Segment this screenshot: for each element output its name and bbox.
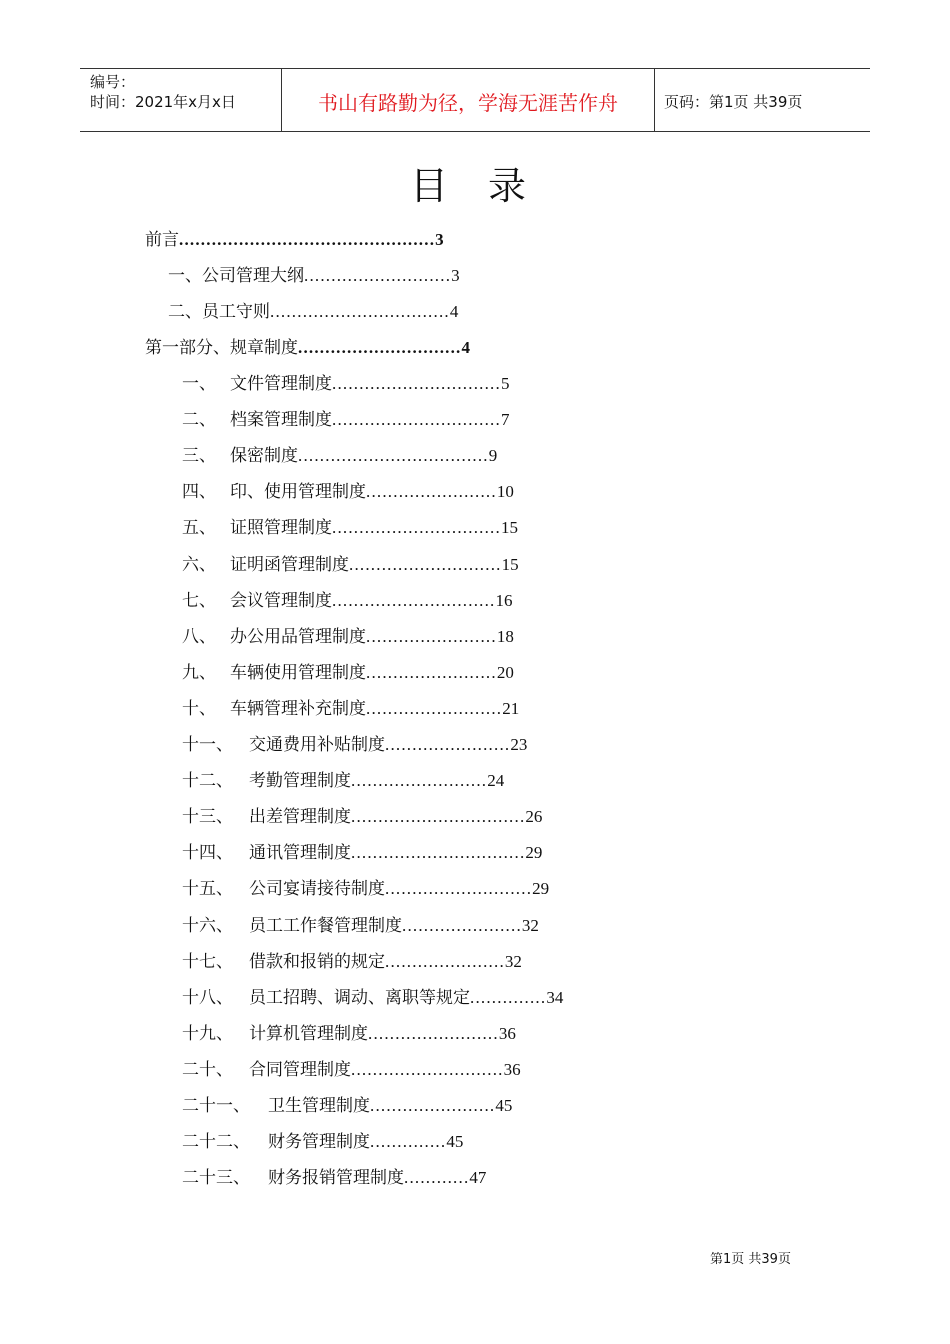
toc-entry-number: 四、 <box>182 482 216 502</box>
toc-entry-number: 三、 <box>182 446 216 466</box>
toc-entry[interactable] <box>145 229 444 251</box>
toc-entry-number: 十七、 <box>182 952 233 972</box>
toc-entry-label: 印、使用管理制度 <box>230 482 366 502</box>
toc-leader-dots: ............................... <box>332 410 501 429</box>
toc-page-number: 36 <box>503 1060 521 1079</box>
toc-entry[interactable] <box>182 734 527 756</box>
page-title: 目 录 <box>409 164 541 208</box>
toc-entry-label: 证照管理制度 <box>230 518 332 538</box>
toc-page-number: 5 <box>500 374 510 393</box>
toc-page-number: 36 <box>498 1024 516 1043</box>
toc-page-number: 10 <box>496 482 514 501</box>
toc-entry[interactable] <box>182 698 519 720</box>
toc-entry-number: 十一、 <box>182 735 233 755</box>
toc-entry[interactable] <box>182 987 563 1009</box>
toc-entry[interactable] <box>182 662 514 684</box>
toc-entry-label: 计算机管理制度 <box>249 1024 368 1044</box>
toc-leader-dots: ............................ <box>351 1060 504 1079</box>
toc-entry-label: 档案管理制度 <box>230 410 332 430</box>
toc-entry[interactable] <box>182 915 539 937</box>
toc-page-number: 47 <box>469 1168 487 1187</box>
toc-entry-number: 一、 <box>168 266 202 286</box>
toc-entry-label: 第一部分、规章制度 <box>145 338 298 358</box>
toc-page-number: 3 <box>451 266 460 285</box>
toc-page-number: 29 <box>532 879 550 898</box>
toc-entry[interactable] <box>182 951 522 973</box>
toc-leader-dots: ................................. <box>270 302 450 321</box>
document-number-label: 编号： <box>90 73 136 91</box>
toc-leader-dots: ........................... <box>385 879 533 898</box>
toc-entry-label: 财务报销管理制度 <box>268 1168 404 1188</box>
toc-entry[interactable] <box>182 554 519 576</box>
toc-entry-label: 员工工作餐管理制度 <box>249 916 402 936</box>
toc-entry-label: 考勤管理制度 <box>249 771 351 791</box>
toc-entry[interactable] <box>168 301 458 323</box>
toc-leader-dots: ........................ <box>366 627 497 646</box>
toc-page-number: 26 <box>525 807 543 826</box>
toc-leader-dots: ................................ <box>351 843 526 862</box>
toc-entry-label: 借款和报销的规定 <box>249 952 385 972</box>
toc-leader-dots: ................................... <box>298 446 489 465</box>
toc-page-number: 32 <box>504 952 522 971</box>
toc-page-number: 4 <box>461 338 470 357</box>
toc-page-number: 18 <box>496 627 514 646</box>
toc-entry[interactable] <box>168 265 460 287</box>
toc-page-number: 45 <box>446 1132 464 1151</box>
toc-page-number: 29 <box>525 843 543 862</box>
toc-page-number: 3 <box>435 230 444 249</box>
toc-leader-dots: ............................................... <box>179 230 436 249</box>
toc-entry[interactable] <box>182 1059 521 1081</box>
toc-leader-dots: ........................ <box>366 663 497 682</box>
toc-entry[interactable] <box>182 806 542 828</box>
page-footer: 第1页 共39页 <box>710 1252 791 1267</box>
toc-page-number: 15 <box>501 555 519 574</box>
toc-page-number: 4 <box>449 302 459 321</box>
toc-entry[interactable] <box>182 1131 463 1153</box>
toc-entry-label: 车辆使用管理制度 <box>230 663 366 683</box>
toc-entry-number: 六、 <box>182 555 216 575</box>
toc-leader-dots: ........................ <box>368 1024 499 1043</box>
toc-entry-label: 财务管理制度 <box>268 1132 370 1152</box>
toc-entry-label: 出差管理制度 <box>249 807 351 827</box>
toc-entry-label: 交通费用补贴制度 <box>249 735 385 755</box>
toc-entry-number: 二十三、 <box>182 1168 250 1188</box>
toc-page-number: 15 <box>500 518 518 537</box>
toc-leader-dots: ............................ <box>349 555 502 574</box>
toc-entry-label: 会议管理制度 <box>230 591 332 611</box>
toc-entry[interactable] <box>182 445 497 467</box>
toc-entry-number: 十九、 <box>182 1024 233 1044</box>
toc-leader-dots: ....................... <box>385 735 511 754</box>
toc-entry-number: 十八、 <box>182 988 233 1008</box>
toc-page-number: 21 <box>502 699 520 718</box>
toc-page-number: 23 <box>510 735 528 754</box>
toc-entry-number: 五、 <box>182 518 216 538</box>
toc-entry[interactable] <box>145 337 470 359</box>
toc-entry[interactable] <box>182 1095 512 1117</box>
toc-page-number: 32 <box>521 916 539 935</box>
toc-leader-dots: ......................... <box>351 771 488 790</box>
toc-leader-dots: ....................... <box>370 1096 496 1115</box>
toc-leader-dots: ........................ <box>366 482 497 501</box>
toc-entry-label: 公司宴请接待制度 <box>249 879 385 899</box>
toc-entry-label: 员工守则 <box>202 302 270 322</box>
toc-entry-number: 二十一、 <box>182 1096 250 1116</box>
toc-entry-number: 七、 <box>182 591 216 611</box>
toc-entry-number: 一、 <box>182 374 216 394</box>
document-time-label: 时间：2021年x月x日 <box>90 93 236 111</box>
toc-entry[interactable] <box>182 842 542 864</box>
toc-leader-dots: .............................. <box>332 591 496 610</box>
toc-leader-dots: .............. <box>370 1132 447 1151</box>
toc-entry-label: 合同管理制度 <box>249 1060 351 1080</box>
toc-entry[interactable] <box>182 770 504 792</box>
toc-page-number: 20 <box>496 663 514 682</box>
toc-leader-dots: .............. <box>470 988 547 1007</box>
toc-entry[interactable] <box>182 517 518 539</box>
toc-entry-label: 前言 <box>145 230 179 250</box>
toc-entry-number: 二、 <box>182 410 216 430</box>
toc-entry-number: 十二、 <box>182 771 233 791</box>
toc-entry-number: 十四、 <box>182 843 233 863</box>
toc-leader-dots: ...................... <box>402 916 522 935</box>
toc-leader-dots: ............................... <box>332 518 501 537</box>
toc-leader-dots: ............ <box>404 1168 470 1187</box>
toc-leader-dots: .............................. <box>298 338 462 357</box>
toc-entry[interactable] <box>182 590 513 612</box>
toc-leader-dots: ......................... <box>366 699 503 718</box>
toc-entry[interactable] <box>182 1023 516 1045</box>
toc-leader-dots: ........................... <box>304 266 452 285</box>
toc-entry-label: 车辆管理补充制度 <box>230 699 366 719</box>
toc-entry-label: 员工招聘、调动、离职等规定 <box>249 988 470 1008</box>
toc-entry-label: 文件管理制度 <box>230 374 332 394</box>
toc-entry-label: 公司管理大纲 <box>202 266 304 286</box>
toc-entry[interactable] <box>182 1167 486 1189</box>
toc-entry[interactable] <box>182 373 509 395</box>
toc-entry[interactable] <box>182 626 514 648</box>
toc-entry-number: 二十二、 <box>182 1132 250 1152</box>
toc-entry-number: 二十、 <box>182 1060 233 1080</box>
toc-entry[interactable] <box>182 409 509 431</box>
toc-entry-number: 九、 <box>182 663 216 683</box>
toc-entry-label: 通讯管理制度 <box>249 843 351 863</box>
toc-entry[interactable] <box>182 481 514 503</box>
toc-entry-number: 八、 <box>182 627 216 647</box>
toc-page-number: 7 <box>500 410 510 429</box>
header-page-number: 页码：第1页 共39页 <box>664 93 803 111</box>
toc-leader-dots: ...................... <box>385 952 505 971</box>
toc-entry-label: 证明函管理制度 <box>230 555 349 575</box>
toc-entry[interactable] <box>182 878 549 900</box>
toc-entry-number: 十六、 <box>182 916 233 936</box>
toc-page-number: 9 <box>488 446 498 465</box>
toc-page-number: 34 <box>546 988 564 1007</box>
toc-leader-dots: ............................... <box>332 374 501 393</box>
toc-entry-label: 办公用品管理制度 <box>230 627 366 647</box>
toc-page-number: 16 <box>495 591 513 610</box>
toc-entry-label: 卫生管理制度 <box>268 1096 370 1116</box>
toc-entry-number: 十三、 <box>182 807 233 827</box>
header-motto: 书山有路勤为径，学海无涯苦作舟 <box>318 91 618 115</box>
toc-leader-dots: ................................ <box>351 807 526 826</box>
toc-page-number: 24 <box>487 771 505 790</box>
toc-page-number: 45 <box>495 1096 513 1115</box>
toc-entry-number: 十五、 <box>182 879 233 899</box>
toc-entry-label: 保密制度 <box>230 446 298 466</box>
toc-entry-number: 二、 <box>168 302 202 322</box>
toc-entry-number: 十、 <box>182 699 216 719</box>
